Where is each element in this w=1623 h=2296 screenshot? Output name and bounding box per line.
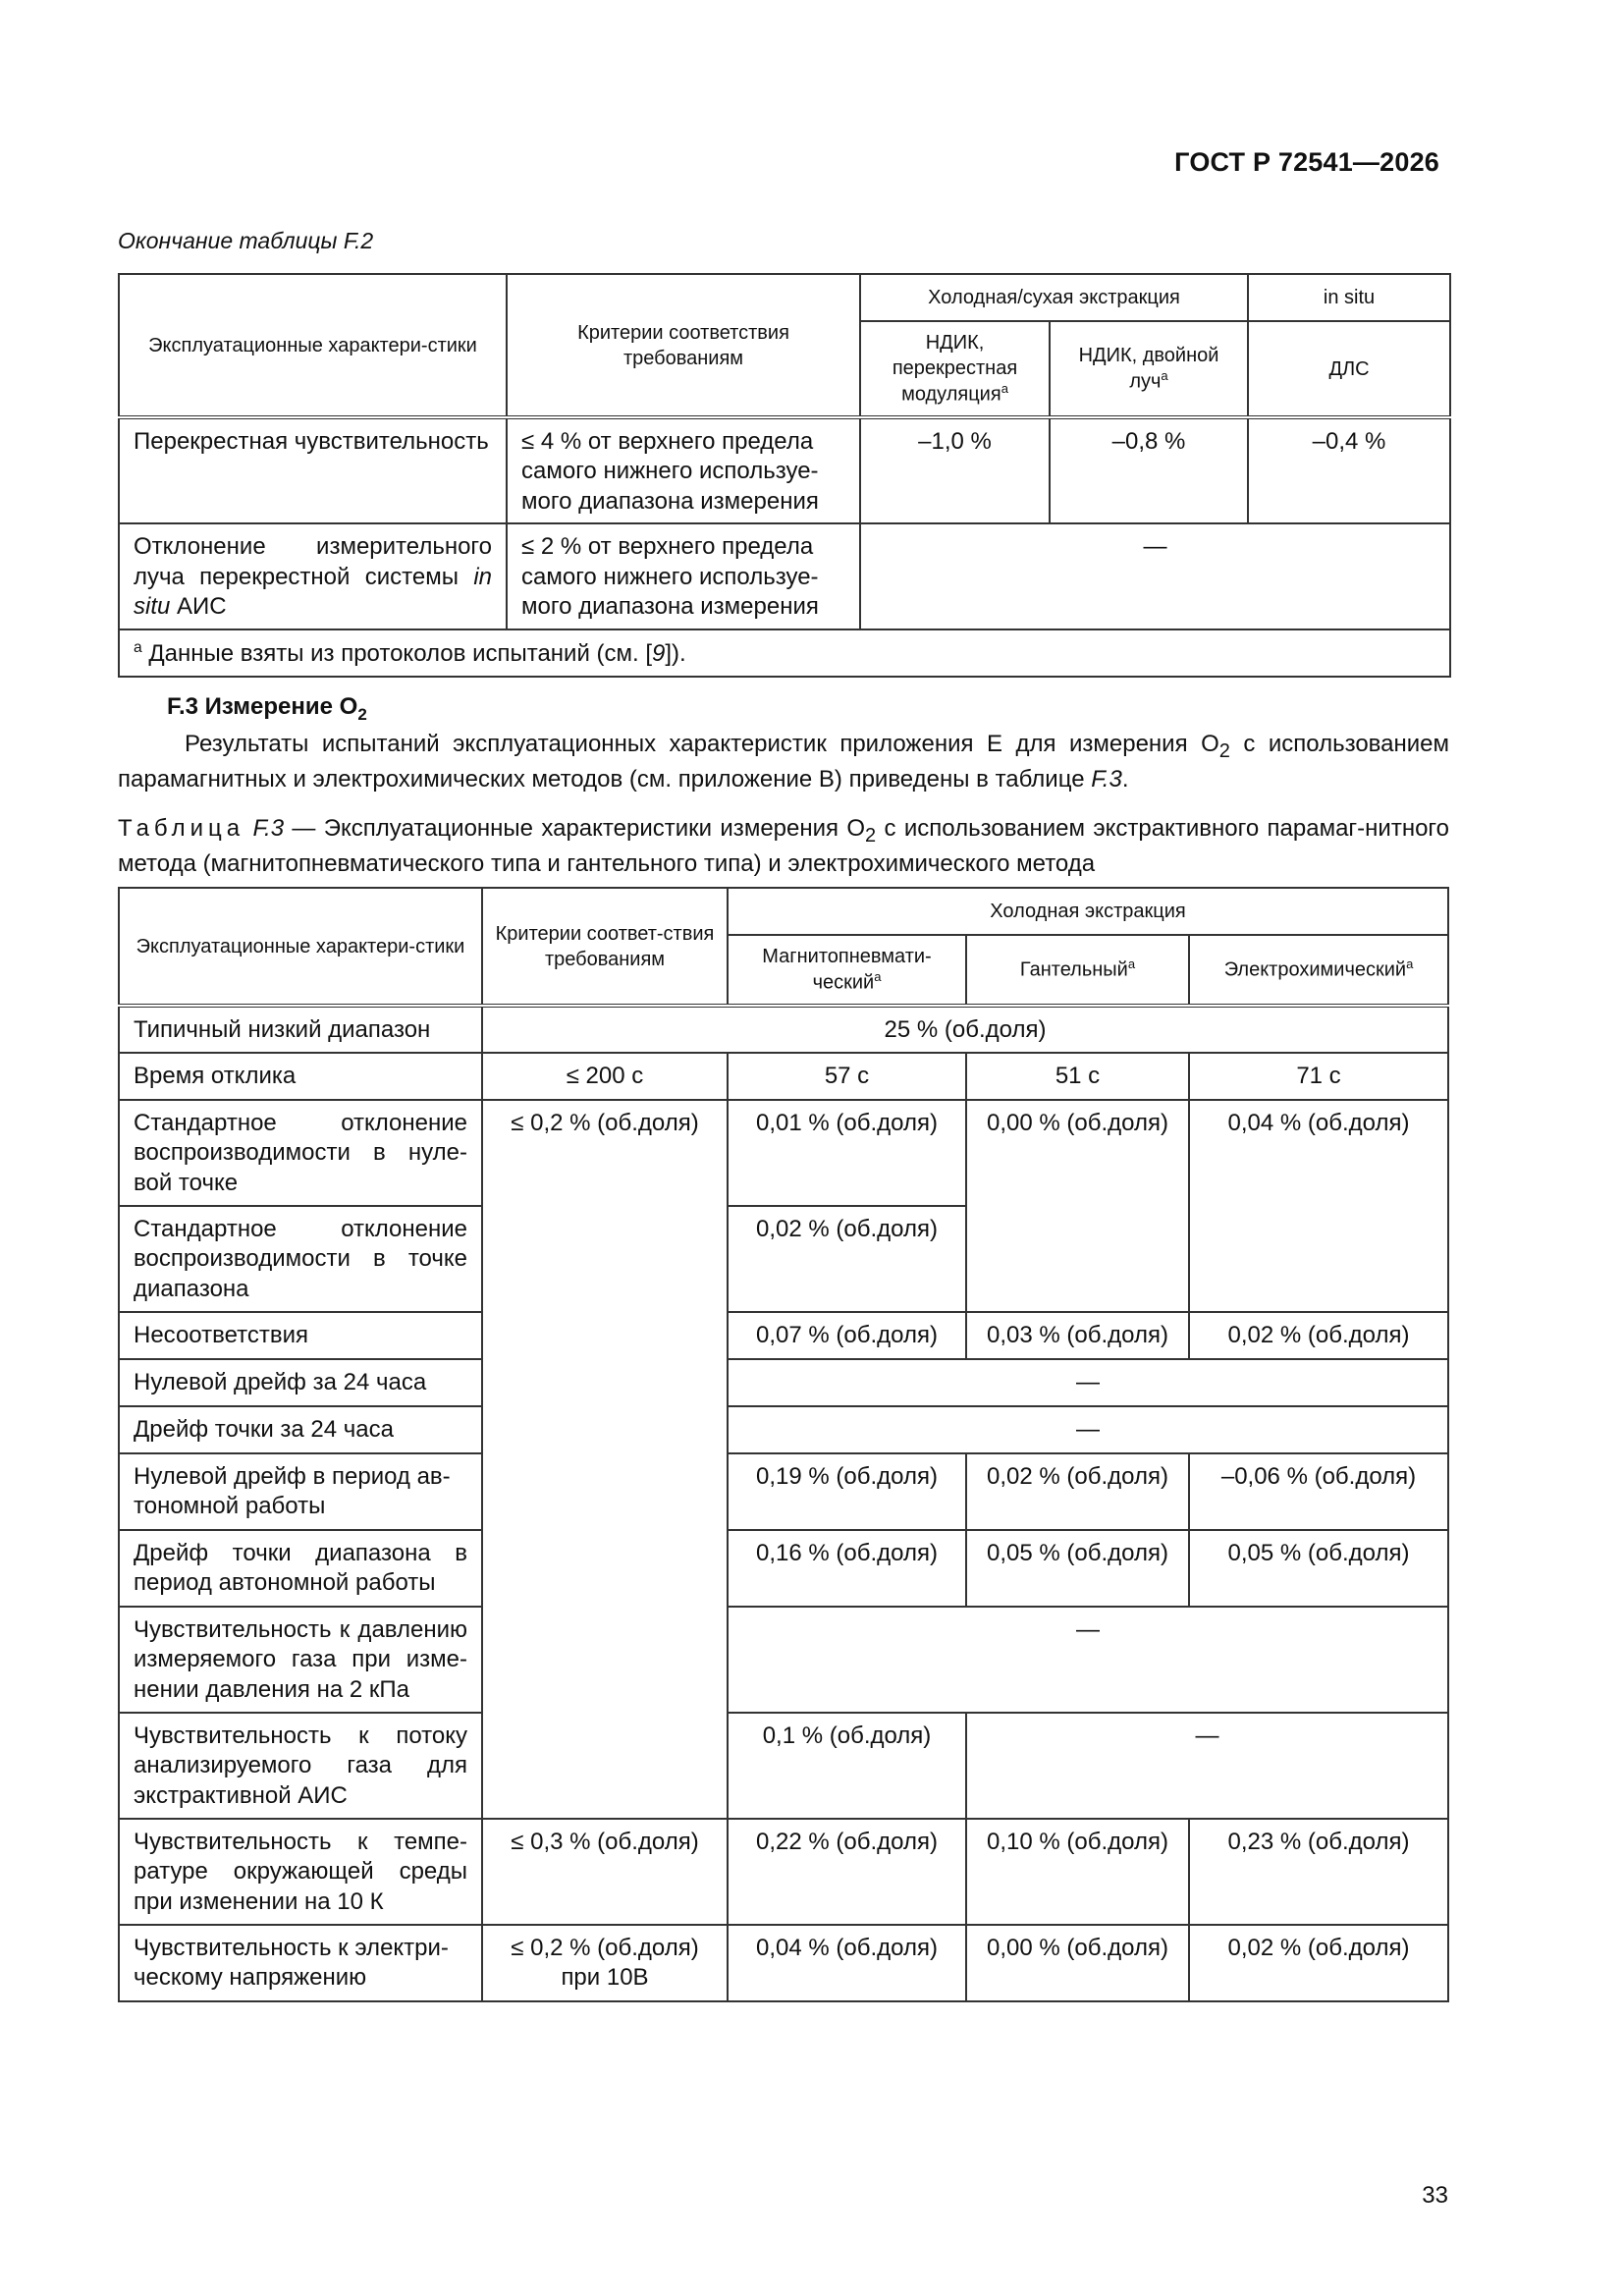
table-cell: 57 с: [728, 1053, 966, 1100]
table-f2-end: [118, 273, 1451, 678]
header-dumbbell: Гантельный$^a$: [966, 935, 1189, 1006]
table-cell: 0,19 % (об.доля): [728, 1453, 966, 1530]
table-f3: [118, 887, 1449, 2002]
table-cell: Чувствительность к потоку анализируемого газа для экстрактивной АИС: [119, 1713, 482, 1819]
table-cell: 0,1 % (об.доля): [728, 1713, 966, 1819]
page-number: 33: [1422, 2182, 1448, 2209]
header-characteristics: Эксплуатационные характери-стики: [119, 274, 507, 417]
table-cell: 0,05 % (об.доля): [966, 1530, 1189, 1607]
table-cell: 25 % (об.доля): [482, 1006, 1448, 1053]
table-cell: –0,8 %: [1050, 417, 1248, 523]
table-cell: 0,02 % (об.доля): [1189, 1925, 1448, 2001]
table-cell: 0,02 % (об.доля): [728, 1206, 966, 1312]
table-cell: 0,00 % (об.доля): [966, 1100, 1189, 1312]
table-cell: 0,03 % (об.доля): [966, 1312, 1189, 1359]
table-cell: 0,00 % (об.доля): [966, 1925, 1189, 2001]
table-cell: Время отклика: [119, 1053, 482, 1100]
table-cell: –0,06 % (об.доля): [1189, 1453, 1448, 1530]
table-cell: 0,10 % (об.доля): [966, 1819, 1189, 1925]
table-cell: —: [860, 523, 1450, 629]
table-cell: 0,04 % (об.доля): [728, 1925, 966, 2001]
table-cell: Чувствительность к электри-ческому напряжению: [119, 1925, 482, 2001]
table-cell: Несоответствия: [119, 1312, 482, 1359]
table-cell: 71 с: [1189, 1053, 1448, 1100]
table-f3-caption: Таблица F.3 — Эксплуатационные характеристики измерения $O_2$ с использованием экстрактивного парамаг-нитного метода (магнитопневматического типа и гантельного типа) и электрохимического метода: [118, 815, 1449, 877]
header-characteristics: Эксплуатационные характери-стики: [119, 888, 482, 1006]
header-cold-extraction: Холодная экстракция: [728, 888, 1448, 935]
table-cell: —: [728, 1607, 1448, 1713]
header-electrochemical: Электрохимический$^a$: [1189, 935, 1448, 1006]
table-cell: –1,0 %: [860, 417, 1050, 523]
table-cell: —: [728, 1359, 1448, 1406]
table-cell: 0,22 % (об.доля): [728, 1819, 966, 1925]
table-cell: Чувствительность к темпе-ратуре окружающей среды при изменении на 10 К: [119, 1819, 482, 1925]
table-cell: 0,02 % (об.доля): [966, 1453, 1189, 1530]
table-cell: ≤ 0,2 % (об.доля): [482, 1100, 728, 1819]
header-ndik-dual-beam: НДИК, двойной луч$^a$: [1050, 321, 1248, 417]
table-cell: Перекрестная чувствительность: [119, 417, 507, 523]
table-cell: 0,04 % (об.доля): [1189, 1100, 1448, 1312]
table-footnote: $^a$ Данные взяты из протоколов испытаний (см. [9]).: [119, 629, 1450, 677]
header-magnetopneumatic: Магнитопневмати-ческий$^a$: [728, 935, 966, 1006]
table-cell: –0,4 %: [1248, 417, 1450, 523]
table-cell: Нулевой дрейф в период ав-тономной работы: [119, 1453, 482, 1530]
table-cell: ≤ 0,2 % (об.доля) при 10В: [482, 1925, 728, 2001]
table-cell: Типичный низкий диапазон: [119, 1006, 482, 1053]
table-cell: 0,01 % (об.доля): [728, 1100, 966, 1206]
table-cell: 0,02 % (об.доля): [1189, 1312, 1448, 1359]
section-heading: F.3 Измерение $O_2$: [167, 693, 367, 724]
header-criteria: Критерии соответствия требованиям: [507, 274, 860, 417]
header-ndik-cross-modulation: НДИК, перекрестная модуляция$^a$: [860, 321, 1050, 417]
table-cell: Стандартное отклонение воспроизводимости в точке диапазона: [119, 1206, 482, 1312]
document-id: ГОСТ Р 72541—2026: [1174, 147, 1439, 177]
table-cell: —: [966, 1713, 1448, 1819]
table-cell: Чувствительность к давлению измеряемого газа при изме-нении давления на 2 кПа: [119, 1607, 482, 1713]
table-cell: 0,07 % (об.доля): [728, 1312, 966, 1359]
header-cold-dry-extraction: Холодная/сухая экстракция: [860, 274, 1248, 321]
section-paragraph: Результаты испытаний эксплуатационных характеристик приложения Е для измерения $O_2$ с использованием парамагнитных и электрохимических методов (см. приложение В) приведены в таблице F.3.: [118, 731, 1450, 793]
table-cell: 51 с: [966, 1053, 1189, 1100]
table-cell: —: [728, 1406, 1448, 1453]
table-cell: ≤ 200 с: [482, 1053, 728, 1100]
table-cell: Отклонение измерительного луча перекрестной системы in situ АИС: [119, 523, 507, 629]
table-cell: ≤ 2 % от верхнего предела самого нижнего используе-мого диапазона измерения: [507, 523, 860, 629]
header-dls: ДЛС: [1248, 321, 1450, 417]
header-in-situ: in situ: [1248, 274, 1450, 321]
table-cell: Дрейф точки за 24 часа: [119, 1406, 482, 1453]
table-cell: Нулевой дрейф за 24 часа: [119, 1359, 482, 1406]
header-criteria: Критерии соответ-ствия требованиям: [482, 888, 728, 1006]
table-cell: Стандартное отклонение воспроизводимости в нуле-вой точке: [119, 1100, 482, 1206]
table-cell: ≤ 0,3 % (об.доля): [482, 1819, 728, 1925]
table-cell: ≤ 4 % от верхнего предела самого нижнего используе-мого диапазона измерения: [507, 417, 860, 523]
table-cell: 0,23 % (об.доля): [1189, 1819, 1448, 1925]
table-cell: 0,05 % (об.доля): [1189, 1530, 1448, 1607]
table-continuation-caption: Окончание таблицы F.2: [118, 228, 374, 253]
table-cell: Дрейф точки диапазона в период автономной работы: [119, 1530, 482, 1607]
table-cell: 0,16 % (об.доля): [728, 1530, 966, 1607]
